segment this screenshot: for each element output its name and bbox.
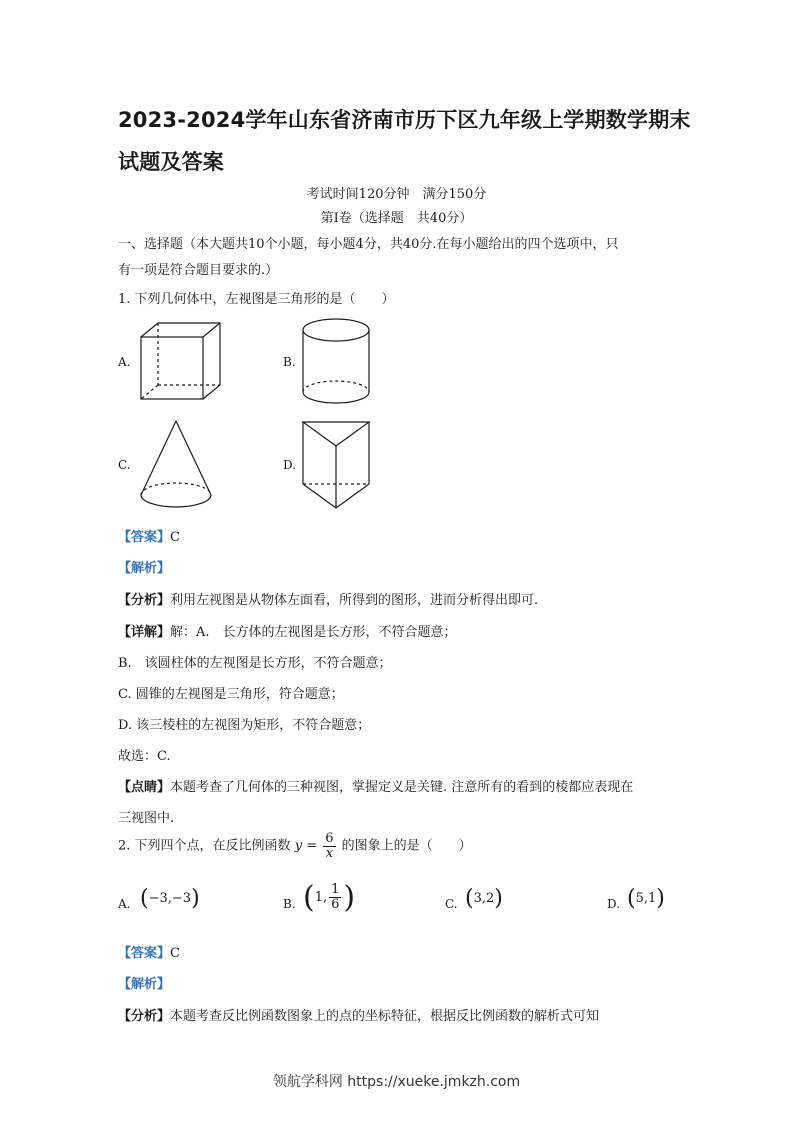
q2-frac-num: 6 — [325, 831, 334, 846]
q2-answer — [118, 942, 180, 961]
xiangjie-tag: 【详解】 — [118, 625, 171, 640]
answer-tag: 【答案】 — [118, 530, 171, 545]
q2-frac-den: x — [325, 846, 334, 861]
answer-tag: 【答案】 — [118, 946, 171, 961]
q2-stem — [118, 832, 472, 861]
q1-choose: 故选：C. — [118, 749, 171, 764]
q2-var-y: y — [294, 838, 303, 854]
q1-dianjing-line1 — [118, 776, 633, 795]
dianjing-text: 本题考查了几何体的三种视图，掌握定义是关键. 注意所有的看到的棱都应表现在 — [170, 780, 634, 795]
q1-line-d: D. 该三棱柱的左视图为矩形，不符合题意； — [118, 718, 371, 733]
cube-figure — [138, 320, 224, 404]
q1-stem: 1. 下列几何体中，左视图是三角形的是（ ） — [118, 292, 395, 307]
fenxi-tag: 【分析】 — [118, 593, 171, 608]
q1-fenxi — [118, 589, 538, 608]
answer-value: C — [170, 946, 180, 961]
cylinder-figure — [300, 316, 372, 408]
q1-option-b-label: B. — [283, 355, 296, 369]
footer-watermark: 领航学科网 https://xueke.jmkzh.com — [272, 1074, 521, 1090]
q1-jiexi-tag: 【解析】 — [118, 561, 171, 576]
q1-answer — [118, 526, 180, 545]
doc-title-line2: 试题及答案 — [118, 150, 224, 174]
cone-figure — [138, 418, 214, 510]
doc-title-line1: 2023-2024学年山东省济南市历下区九年级上学期数学期末 — [118, 108, 691, 132]
q2-b-fraction: $\frac{1}{6}$ — [331, 882, 340, 912]
q2-option-c-value: (3,2) — [465, 886, 503, 911]
section-intro-line2: 有一项是符合题目要求的.） — [118, 263, 279, 278]
q2-stem-pre: 2. 下列四个点，在反比例函数 — [118, 838, 291, 854]
q2-option-a-value: (−3,−3) — [140, 886, 200, 911]
q1-option-c-label: C. — [118, 458, 131, 472]
q2-stem-post: 的图象上的是（ ） — [341, 838, 472, 854]
section-intro-line1: 一、选择题（本大题共10个小题，每小题4分，共40分.在每小题给出的四个选项中，只 — [118, 237, 619, 252]
q2-option-a-label: A. — [118, 897, 131, 911]
q2-fenxi — [118, 1005, 599, 1024]
q1-option-d-label: D. — [283, 458, 297, 472]
q2-option-d-value: (5,1) — [627, 886, 665, 911]
q2-eq: = — [306, 838, 318, 854]
dianjing-tag: 【点睛】 — [118, 780, 171, 795]
xiangjie-text: 解：A. 长方体的左视图是长方形，不符合题意； — [170, 625, 457, 640]
volume-heading: 第Ⅰ卷（选择题 共40分） — [320, 211, 473, 226]
exam-info: 考试时间120分钟 满分150分 — [306, 187, 487, 202]
q1-option-a-label: A. — [118, 355, 131, 369]
fenxi-text: 本题考查反比例函数图象上的点的坐标特征，根据反比例函数的解析式可知 — [170, 1009, 600, 1024]
fenxi-text: 利用左视图是从物体左面看，所得到的图形，进而分析得出即可. — [170, 593, 539, 608]
triangular-prism-figure — [300, 418, 372, 512]
answer-value: C — [170, 530, 180, 545]
q2-option-b-value: (1, $\frac{1}{6}$ ) — [303, 880, 356, 915]
q2-option-c-label: C. — [445, 897, 458, 911]
q1-line-c: C. 圆锥的左视图是三角形，符合题意； — [118, 687, 344, 702]
q1-line-b: B. 该圆柱体的左视图是长方形，不符合题意； — [118, 656, 392, 671]
q1-dianjing-line2: 三视图中. — [118, 811, 175, 826]
q2-fraction — [323, 832, 335, 861]
q2-option-d-label: D. — [607, 897, 621, 911]
q2-jiexi-tag: 【解析】 — [118, 977, 171, 992]
fenxi-tag: 【分析】 — [118, 1009, 171, 1024]
q2-option-b-label: B. — [283, 897, 296, 911]
q1-xiangjie — [118, 621, 457, 640]
